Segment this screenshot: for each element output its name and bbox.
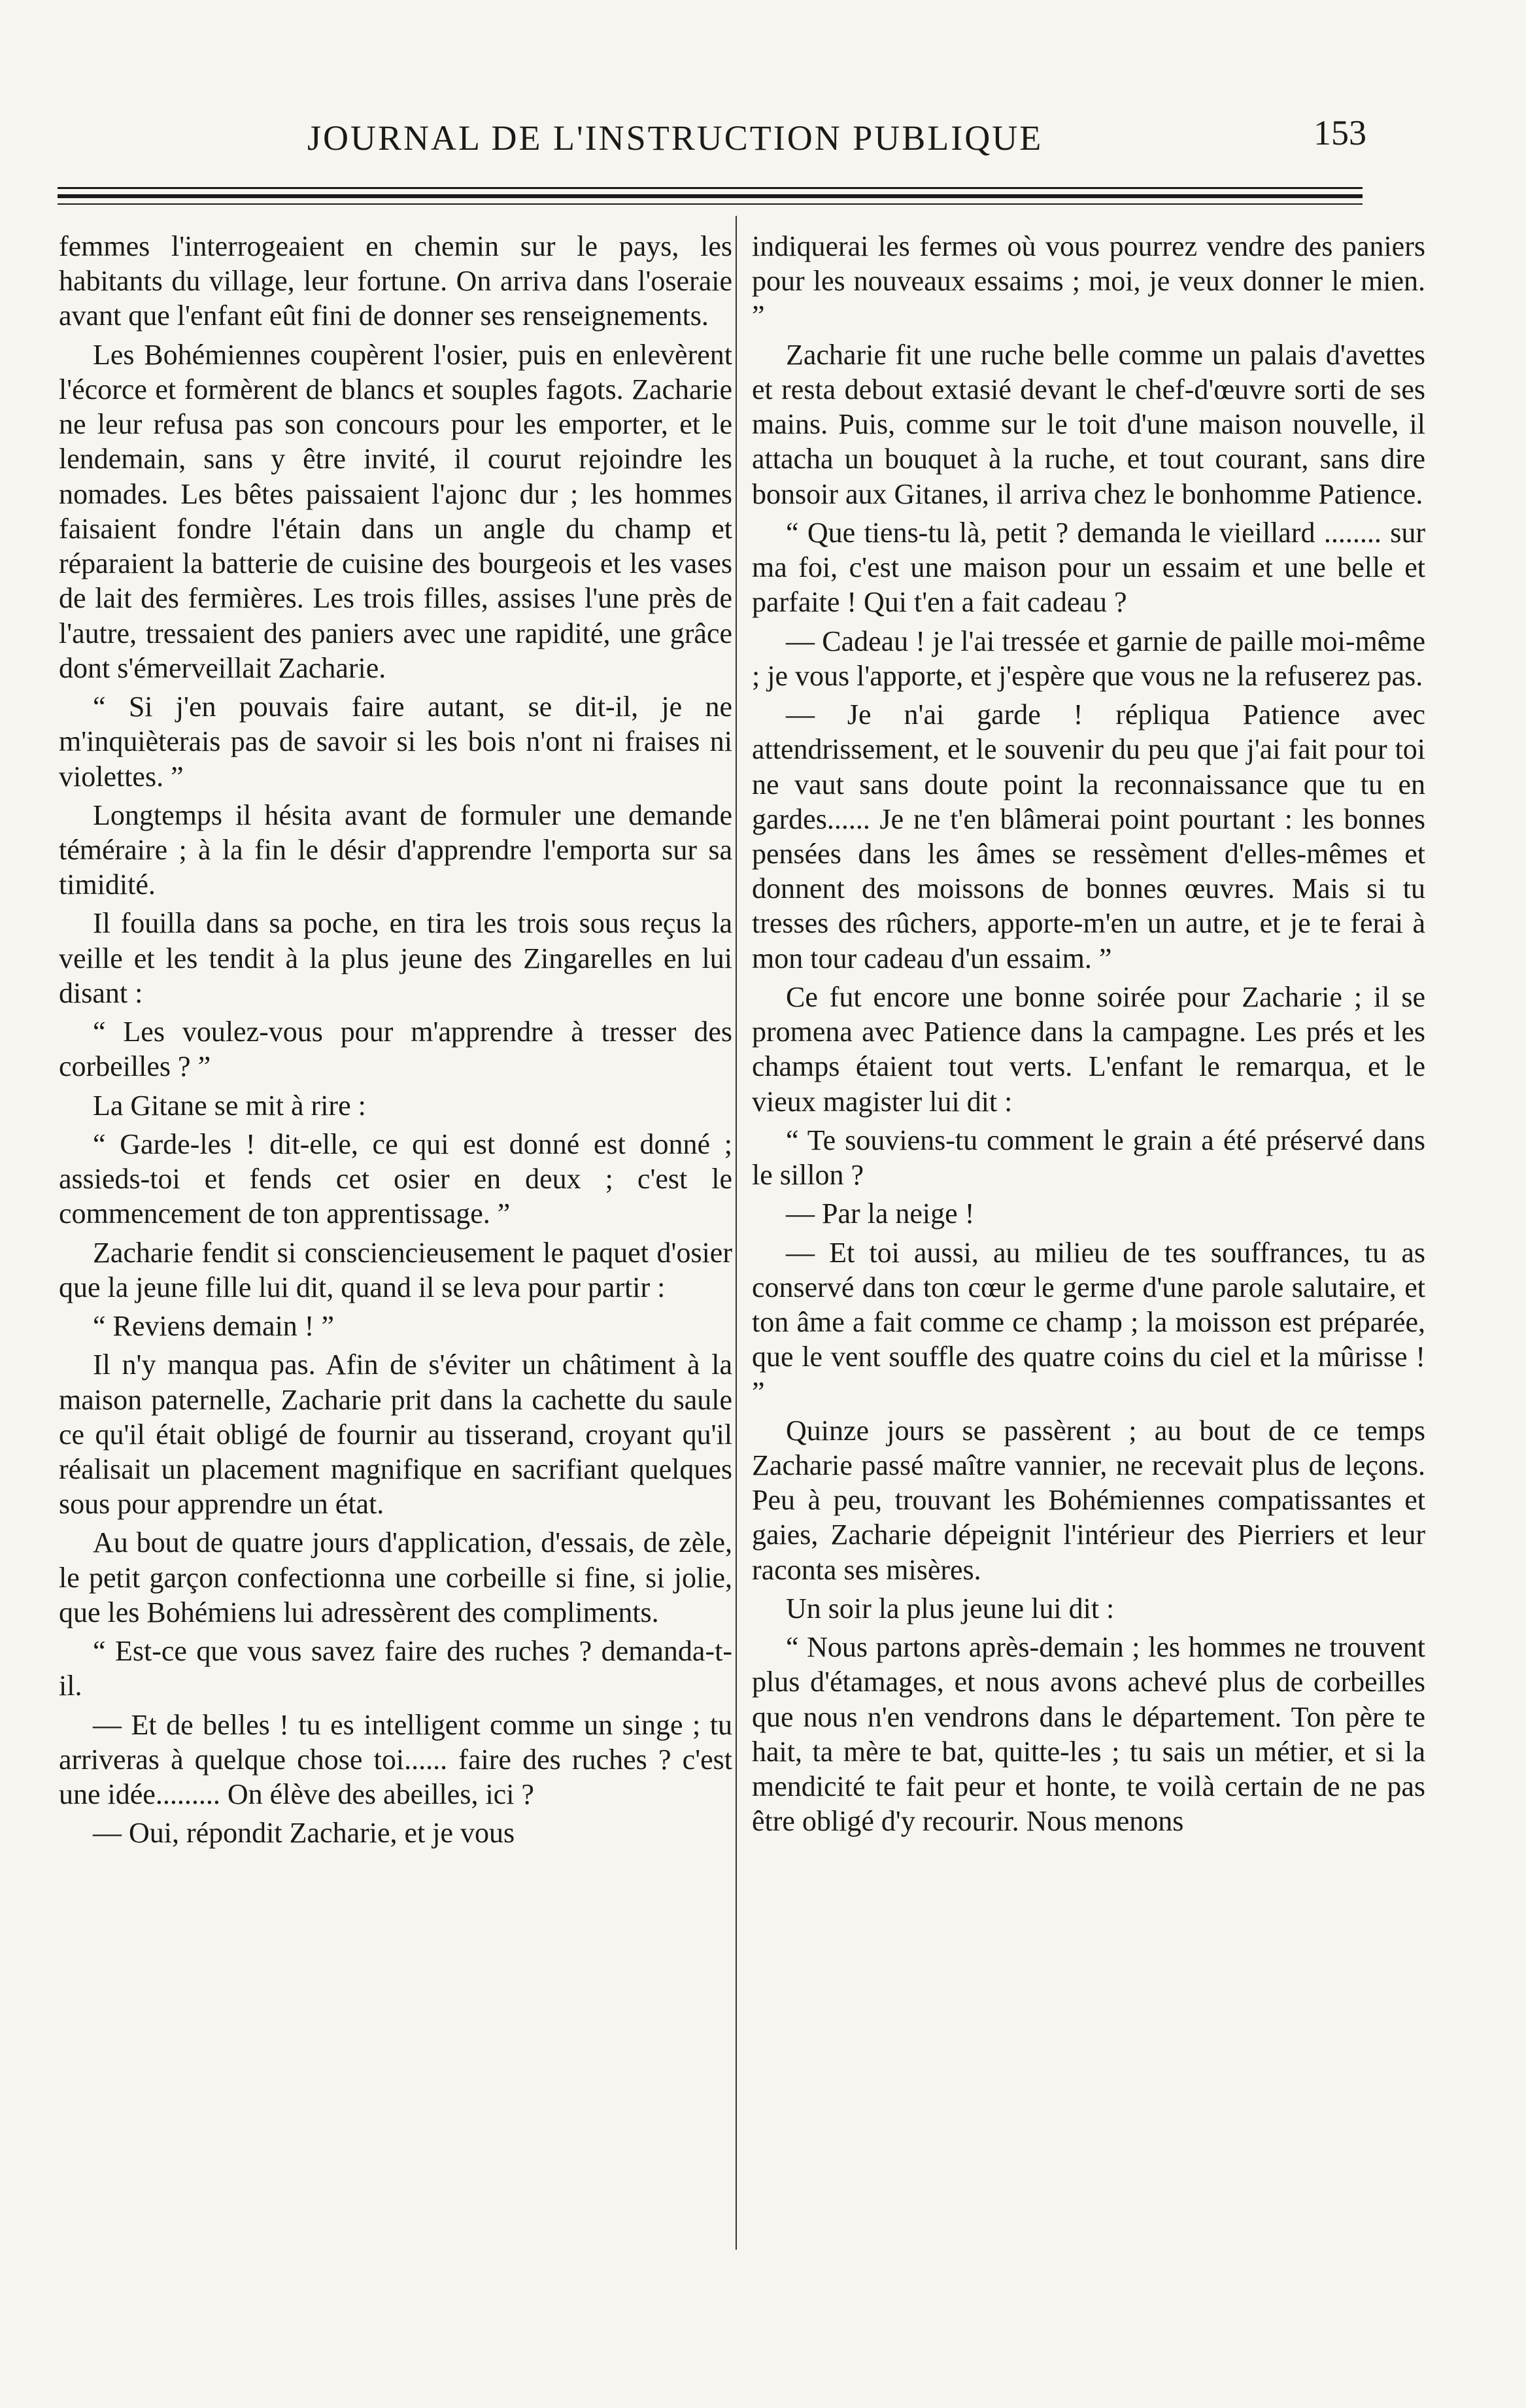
paragraph: “ Garde-les ! dit-elle, ce qui est donné est donné ; assieds-toi et fends cet osier en deux ; c'est le commencement de ton apprentissage. ”: [59, 1127, 732, 1230]
paragraph: La Gitane se mit à rire :: [93, 1089, 366, 1122]
paragraph: Les Bohémiennes coupèrent l'osier, puis en enlevèrent l'écorce et formèrent de blancs et souples fagots. Zacharie ne leur refusa pas son concours pour les emporter, et le lendemain, sans y être invité, il courut rejoindre les nomades. Les bêtes paissaient l'ajonc dur ; les hommes faisaient fondre l'étain dans un angle du champ et réparaient la batterie de cuisine des bourgeois et les vases de lait des fermières. Les trois filles, assises l'une près de l'autre, tressaient des paniers avec une rapidité, une grâce dont s'émerveillait Zacharie.: [59, 338, 732, 684]
paragraph: “ Reviens demain ! ”: [93, 1310, 334, 1343]
header-rule-thick: [58, 194, 1363, 198]
paragraph: Un soir la plus jeune lui dit :: [786, 1592, 1115, 1625]
paragraph: “ Si j'en pouvais faire autant, se dit-il, je ne m'inquièterais pas de savoir si les bois n'ont ni fraises ni violettes. ”: [59, 691, 732, 793]
page-header: [307, 113, 1366, 170]
paragraph: — Par la neige !: [786, 1197, 975, 1230]
paragraph: Longtemps il hésita avant de formuler une demande téméraire ; à la fin le désir d'apprendre l'emporta sur sa timidité.: [59, 799, 732, 901]
paragraph: — Oui, répondit Zacharie, et je vous: [93, 1817, 515, 1849]
paragraph: “ Est-ce que vous savez faire des ruches ? demanda-t-il.: [59, 1635, 732, 1702]
paragraph: “ Nous partons après-demain ; les hommes ne trouvent plus d'étamages, et nous avons achevé plus de corbeilles que nous n'en vendrons dans le département. Ton père te hait, ta mère te bat, quitte-les ; tu sais un métier, et si la mendicité te fait peur et honte, te voilà certain de ne pas être obligé d'y recourir. Nous menons: [752, 1631, 1425, 1838]
header-rule-top: [58, 187, 1363, 189]
running-title: JOURNAL DE L'INSTRUCTION PUBLIQUE: [307, 118, 1043, 158]
paragraph: — Je n'ai garde ! répliqua Patience avec attendrissement, et le souvenir du peu que j'ai fait pour toi ne vaut sans doute point la reconnaissance que tu en gardes...... Je ne t'en blâmerai point pourtant : les bonnes pensées dans les âmes se ressèment d'elles-mêmes et donnent des moissons de bonnes œuvres. Mais si tu tresses des rûchers, apporte-m'en un autre, et je te ferai à mon tour cadeau d'un essaim. ”: [752, 698, 1425, 974]
paragraph: Zacharie fit une ruche belle comme un palais d'avettes et resta debout extasié devant le chef-d'œuvre sorti de ses mains. Puis, comme sur le toit d'une maison nouvelle, il attacha un bouquet à la ruche, et tout courant, sans dire bonsoir aux Gitanes, il arriva chez le bonhomme Patience.: [752, 338, 1425, 510]
paragraph: femmes l'interrogeaient en chemin sur le pays, les habitants du village, leur fortune. On arriva dans l'oseraie avant que l'enfant eût fini de donner ses renseignements.: [59, 230, 732, 332]
page-number: 153: [1314, 113, 1366, 152]
column-divider: [736, 216, 737, 2250]
paragraph: “ Te souviens-tu comment le grain a été préservé dans le sillon ?: [752, 1124, 1425, 1192]
right-column: [752, 229, 1425, 1843]
paragraph: Quinze jours se passèrent ; au bout de ce temps Zacharie passé maître vannier, ne recevait plus de leçons. Peu à peu, trouvant les Bohémiennes compatissantes et gaies, Zacharie dépeignit l'intérieur des Pierriers et leur raconta ses misères.: [752, 1414, 1425, 1586]
header-rule-bottom: [58, 203, 1363, 205]
paragraph: — Et toi aussi, au milieu de tes souffrances, tu as conservé dans ton cœur le germe d'une parole salutaire, et ton âme a fait comme ce champ ; la moisson est préparée, que le vent souffle des quatre coins du ciel et la mûrisse ! ”: [752, 1236, 1425, 1408]
paragraph: — Cadeau ! je l'ai tressée et garnie de paille moi-même ; je vous l'apporte, et j'espère que vous ne la refuserez pas.: [752, 625, 1425, 692]
paragraph: “ Que tiens-tu là, petit ? demanda le vieillard ........ sur ma foi, c'est une maison pour un essaim et une belle et parfaite ! Qui t'en a fait cadeau ?: [752, 516, 1425, 619]
paragraph: Au bout de quatre jours d'application, d'essais, de zèle, le petit garçon confectionna une corbeille si fine, si jolie, que les Bohémiens lui adressèrent des compliments.: [59, 1526, 732, 1628]
paragraph: — Et de belles ! tu es intelligent comme un singe ; tu arriveras à quelque chose toi...... faire des ruches ? c'est une idée......... On élève des abeilles, ici ?: [59, 1708, 732, 1811]
left-column: [59, 229, 732, 1855]
paragraph: indiquerai les fermes où vous pourrez vendre des paniers pour les nouveaux essaims ; moi, je veux donner le mien. ”: [752, 230, 1425, 332]
paragraph: Ce fut encore une bonne soirée pour Zacharie ; il se promena avec Patience dans la campagne. Les prés et les champs étaient tout verts. L'enfant le remarqua, et le vieux magister lui dit :: [752, 980, 1425, 1118]
paragraph: Il fouilla dans sa poche, en tira les trois sous reçus la veille et les tendit à la plus jeune des Zingarelles en lui disant :: [59, 907, 732, 1009]
paragraph: “ Les voulez-vous pour m'apprendre à tresser des corbeilles ? ”: [59, 1016, 732, 1083]
paragraph: Il n'y manqua pas. Afin de s'éviter un châtiment à la maison paternelle, Zacharie prit dans la cachette du saule ce qu'il était obligé de fournir au tisserand, croyant qu'il réalisait un placement magnifique en sacrifiant quelques sous pour apprendre un état.: [59, 1349, 732, 1521]
paragraph: Zacharie fendit si consciencieusement le paquet d'osier que la jeune fille lui dit, quand il se leva pour partir :: [59, 1236, 732, 1303]
